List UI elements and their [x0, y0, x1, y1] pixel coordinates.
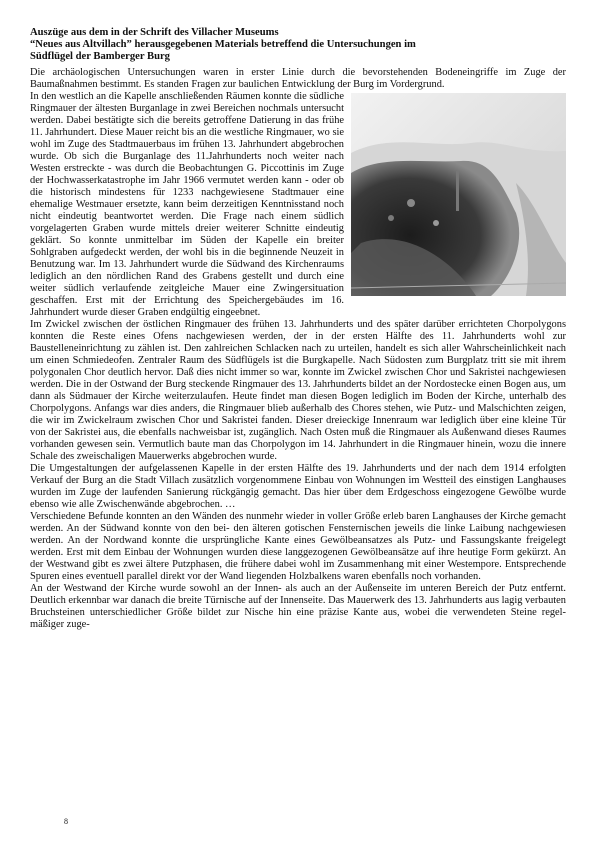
paragraph-2: In den westlich an die Kapelle anschließenden Räumen konnte die südliche Ringmauer der ältesten Burganlage in zwei Bereichen nochmals untersucht werden. Dabei bestätigte sich die bereits getroffene Datierung in das frühe 11. Jahrhundert. Diese Mauer reicht bis an die westliche Ringmauer, wo sie wohl im Zuge des Stadtmauerbaus im frühen 13. Jahrhundert abgebrochen wurde. Ob sich die Burganlage des 11.Jahrhunderts noch weiter nach Westen erstreckte - was durch die Beobachtungen G. Piccottinis im Zuge der Hochwasserkatastrophe im Jahr 1966 vermutet werden kann - oder ob die historisch mindestens für 1233 nachgewiesene Stadtmauer eine ehemalige Westmauer ersetzte, kann beim derzeitigen Kenntnisstand noch nicht eindeutig beantwortet werden. Die Frage nach einem südlich vorgelagerten Graben wurde mittels dreier weiterer Schnitte eindeutig geklärt. So konnte unmittelbar im Süden der Kapelle ein breiter Sohlgraben aufgedeckt werden, der wohl bis in die beginnende Neuzeit in Benutzung war. Im 13. Jahrhundert wurde die Südwand des Kirchenraums lediglich an den nördlichen Rand des Grabens gestellt und durch eine weiter südlich verlaufende zeitgleiche Mauer eine Zwingersituation geschaffen. Erst mit der Errichtung des Speichergebäudes im 16. Jahrhundert wurde dieser Graben endgültig eingeebnet. — [30, 91, 344, 318]
header-line-1: Auszüge aus dem in der Schrift des Villacher Museums — [30, 27, 279, 38]
paragraph-1: Die archäologischen Untersuchungen waren in erster Linie durch die bevorstehenden Bodeneingriffe im Zuge der Baumaßnahmen bestimmt. Es standen Fragen zur baulichen Entwicklung der Burg im Vordergrund. — [30, 67, 566, 90]
paragraph-4: Die Umgestaltungen der aufgelassenen Kapelle in der ersten Hälfte des 19. Jahrhunderts und der nach dem 1914 erfolgten Verkauf der Burg an die Stadt Villach zusätzlich vorgenommene Einbau von Wohnungen im Westteil des einstigen Langhauses wurden im Zuge der laufenden Sanierung rückgängig gemacht. Das hier über dem Erdgeschoss eingezogene Gewölbe wurde ebenso wie alle Zwischenwände abgebrochen. … — [30, 463, 566, 510]
paragraph-3: Im Zwickel zwischen der östlichen Ringmauer des frühen 13. Jahrhunderts und des später darüber errichteten Chorpolygons konnten die Reste eines Ofens nachgewiesen werden, der in der ersten Hälfte des 11. Jahrhunderts wohl zur Baustelleneinrichtung zu zählen ist. Den zahlreichen Schlacken nach zu urteilen, handelt es sich aller Wahrscheinlichkeit nach um einen Schmiedeofen. Zentraler Raum des Südflügels ist die Burgkapelle. Nach Südosten zum Burgplatz tritt sie mit ihrem polygonalen Chor deutlich hervor. Daß dies nicht immer so war, konnte im Zwickel zwischen Chor und Sakristei nachgewiesen werden. Die in der Ostwand der Burg steckende Ringmauer des 13. Jahrhunderts bildet an der Nordostecke einen Bogen aus, um dann als Südmauer der Kirche weiterzulaufen. Heute findet man diesen Bogen lediglich im Boden der Kirche, unterhalb des Chorpolygons. Anfangs war dies anders, die Ringmauer blieb außerhalb des Chores stehen, wie Putz- und Malschichten zeigen, die wir im Zwickelraum zwischen Chor und Sakristei fanden. Dieser dreieckige Innenraum war lediglich über eine kleine Tür von der Sakristei aus, die ebenfalls nachweisbar ist, zugänglich. Nach Osten muß die Ringmauer als Außenwand dieses Raumes vorhanden gewesen sein. Vermutlich baute man das Chorpolygon im 14. Jahrhundert in die Ringmauer hinein, wozu die innere Schale des zweischaligen Mauerwerks abgebrochen wurde. — [30, 319, 566, 462]
paragraph-5: Verschiedene Befunde konnten an den Wänden des nunmehr wieder in voller Größe erleb baren Langhauses der Kirche gemacht werden. An der Südwand konnte von den bei- den älteren gotischen Fensternischen jeweils die linke Laibung nachgewiesen werden. An der Nordwand konnte die ursprüngliche Kante eines Gewölbeansatzes als Putz- und Fassungskante freigelegt werden. Erst mit dem Einbau der Wohnungen wurden diese langgezogenen Gewölbeansätze auf ihre heutige Form gekürzt. An der Westwand gibt es zwei ältere Putzphasen, die frühere dabei wohl im Zusammenhang mit einer Westempore. Entsprechende Spuren eines eventuell parallel direkt vor der Wand liegenden Holzbalkens waren ebenfalls noch vorhanden. — [30, 511, 566, 582]
page-number: 8 — [64, 817, 68, 826]
header-line-2: “Neues aus Altvillach” herausgegebenen Materials betreffend die Untersuchungen im — [30, 39, 416, 50]
excavation-photo-image — [351, 93, 566, 296]
body-text — [30, 67, 566, 631]
document-page — [30, 27, 566, 631]
excavation-photo — [351, 93, 566, 296]
header-line-3: Südflügel der Bamberger Burg — [30, 51, 170, 62]
paragraph-6: An der Westwand der Kirche wurde sowohl an der Innen- als auch an der Außenseite im unteren Bereich der Putz entfernt. Deutlich erkennbar war danach die breite Türnische auf der Innenseite. Das Mauerwerk des 13. Jahrhunderts aus lagig verbauten Bruchsteinen unterschiedlicher Größe bildet zur Nische hin eine präzise Kante aus, wobei die verwendeten Steine regel- mäßiger zuge- — [30, 583, 566, 630]
